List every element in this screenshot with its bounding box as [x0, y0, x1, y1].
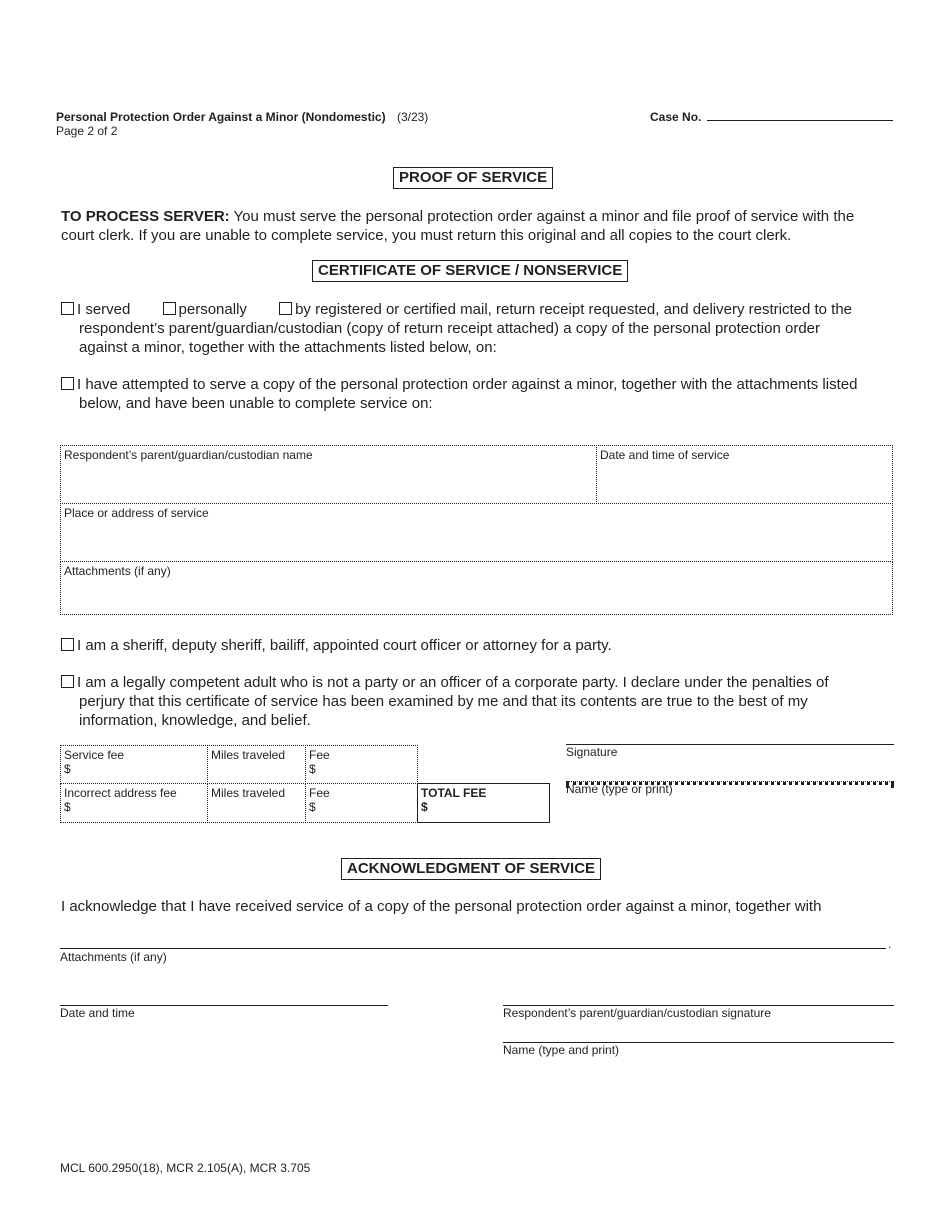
adult-line3: information, knowledge, and belief. — [79, 712, 311, 729]
service-fee-label: Service fee — [64, 748, 125, 762]
form-title: Personal Protection Order Against a Minor (Nondomestic) — [56, 110, 386, 124]
incorrect-fee-amount-dollar: $ — [309, 800, 316, 814]
ack-attachments-label: Attachments (if any) — [60, 950, 167, 964]
adult-checkbox[interactable] — [61, 675, 74, 688]
total-fee-dollar: $ — [421, 800, 428, 814]
ack-attachments-line[interactable] — [60, 948, 886, 949]
place-of-service-field[interactable] — [60, 503, 893, 562]
incorrect-address-fee-field[interactable] — [60, 783, 208, 823]
ack-period: . — [888, 937, 892, 951]
process-server-instructions — [61, 207, 901, 245]
form-date: (3/23) — [396, 110, 429, 124]
incorrect-fee-amount-field[interactable] — [305, 783, 418, 823]
service-fee-field[interactable] — [60, 745, 208, 784]
respondent-name-label: Respondent’s parent/guardian/custodian name — [64, 448, 313, 462]
attempted-section — [61, 375, 906, 413]
ack-name-label: Name (type and print) — [503, 1043, 620, 1057]
mail-label: by registered or certified mail, return receipt requested, and delivery restricted to the — [295, 301, 853, 318]
date-time-of-service-field[interactable] — [596, 445, 893, 504]
ack-date-time-label: Date and time — [60, 1006, 135, 1020]
acknowledgment-title: ACKNOWLEDGMENT OF SERVICE — [341, 858, 601, 880]
service-fee-dollar: $ — [64, 762, 71, 776]
ack-signature-label: Respondent’s parent/guardian/custodian signature — [503, 1006, 771, 1020]
sheriff-checkbox[interactable] — [61, 638, 74, 651]
incorrect-address-fee-label: Incorrect address fee — [64, 786, 177, 800]
place-of-service-label: Place or address of service — [64, 506, 209, 520]
name-type-or-print-label: Name (type or print) — [566, 782, 673, 796]
process-server-line2: court clerk. If you are unable to complete service, you must return this original and all copies to the court clerk. — [61, 227, 792, 244]
service-miles-field[interactable] — [207, 745, 306, 784]
date-time-of-service-label: Date and time of service — [600, 448, 730, 462]
case-no-label: Case No. — [650, 110, 702, 124]
respondent-name-field[interactable] — [60, 445, 597, 504]
proof-of-service-title: PROOF OF SERVICE — [393, 167, 553, 189]
served-line3: against a minor, together with the attachments listed below, on: — [79, 339, 497, 356]
served-line2: respondent’s parent/guardian/custodian (copy of return receipt attached) a copy of the personal protection order — [79, 320, 821, 337]
page-number: Page 2 of 2 — [56, 124, 118, 138]
served-section — [61, 300, 901, 357]
footer-citation: MCL 600.2950(18), MCR 2.105(A), MCR 3.705 — [60, 1161, 311, 1175]
adult-line2: perjury that this certificate of service has been examined by me and that its contents are true to the best of my — [79, 693, 808, 710]
incorrect-fee-amount-label: Fee — [309, 786, 330, 800]
total-fee-field[interactable] — [417, 783, 550, 823]
attachments-label: Attachments (if any) — [64, 564, 171, 578]
signature-label: Signature — [566, 745, 618, 759]
service-fee-amount-label: Fee — [309, 748, 330, 762]
mail-checkbox[interactable] — [279, 302, 292, 315]
sheriff-statement — [61, 636, 612, 655]
case-no-field[interactable] — [707, 120, 893, 121]
adult-statement — [61, 673, 901, 730]
incorrect-miles-label: Miles traveled — [211, 786, 286, 800]
form-header — [56, 110, 428, 124]
process-server-line1: You must serve the personal protection order against a minor and file proof of service with the — [229, 208, 855, 225]
service-miles-label: Miles traveled — [211, 748, 286, 762]
sheriff-text: I am a sheriff, deputy sheriff, bailiff, appointed court officer or attorney for a party. — [77, 637, 612, 654]
personally-checkbox[interactable] — [163, 302, 176, 315]
acknowledgment-text: I acknowledge that I have received service of a copy of the personal protection order against a minor, together with — [61, 898, 822, 915]
attempted-line2: below, and have been unable to complete service on: — [79, 395, 433, 412]
attempted-line1: I have attempted to serve a copy of the personal protection order against a minor, together with the attachments listed — [77, 376, 858, 393]
incorrect-address-fee-dollar: $ — [64, 800, 71, 814]
attempted-checkbox[interactable] — [61, 377, 74, 390]
adult-line1: I am a legally competent adult who is not a party or an officer of a corporate party. I declare under the penalties of — [77, 674, 829, 691]
personally-label: personally — [178, 301, 247, 318]
process-server-lead: TO PROCESS SERVER: — [61, 208, 230, 225]
served-checkbox[interactable] — [61, 302, 74, 315]
certificate-title: CERTIFICATE OF SERVICE / NONSERVICE — [312, 260, 628, 282]
service-fee-amount-dollar: $ — [309, 762, 316, 776]
total-fee-label: TOTAL FEE — [421, 786, 487, 800]
incorrect-miles-field[interactable] — [207, 783, 306, 823]
service-fee-amount-field[interactable] — [305, 745, 418, 784]
attachments-field[interactable] — [60, 561, 893, 615]
served-label: I served — [77, 301, 131, 318]
